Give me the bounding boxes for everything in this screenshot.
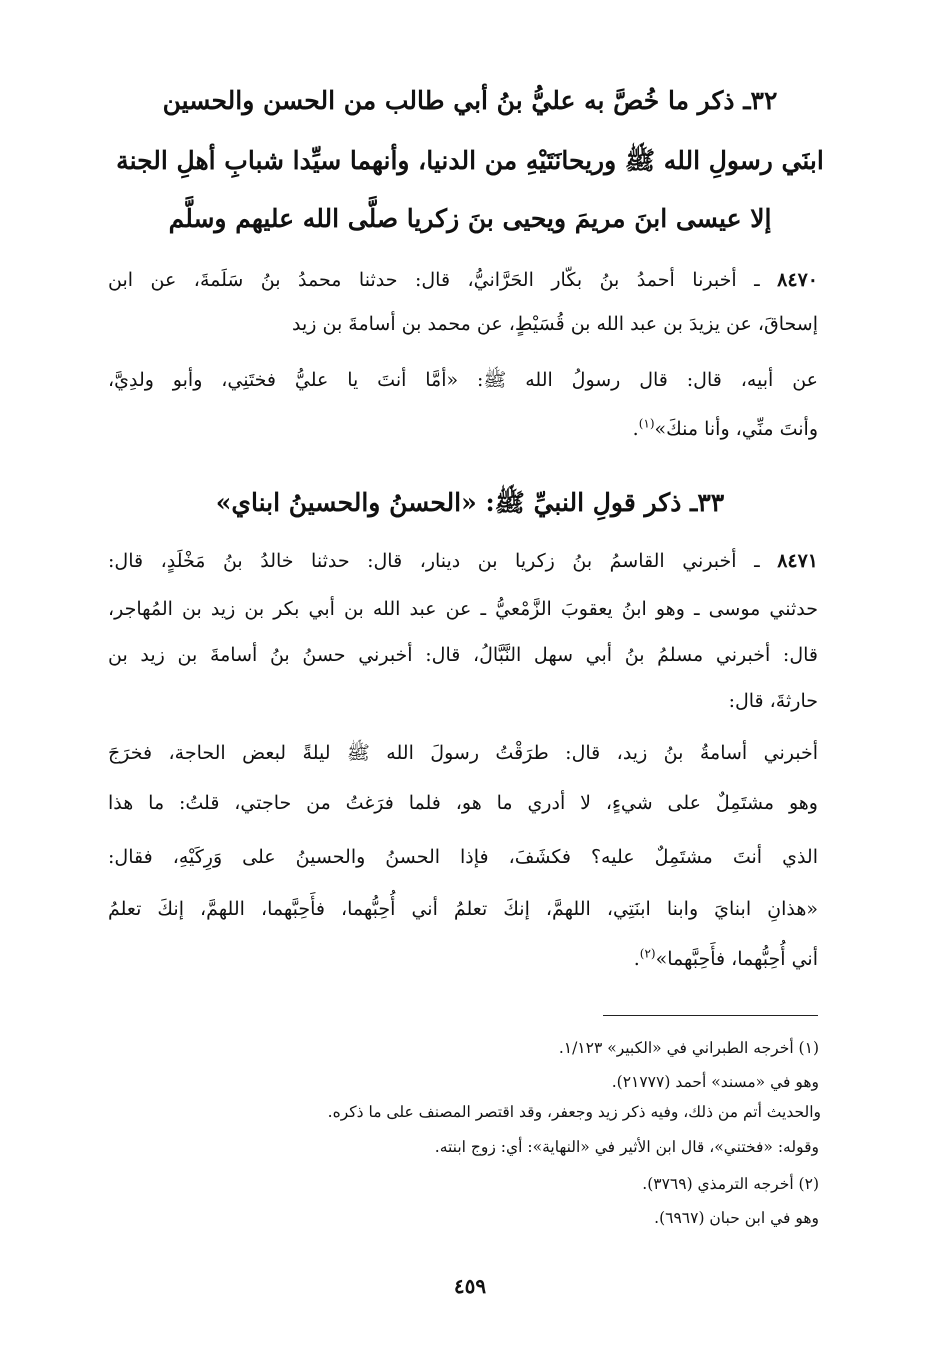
footnote-ref-2: (٢) [639, 946, 656, 961]
section-32-title-line-1: ٣٢ـ ذكر ما خُصَّ به عليُّ بنُ أبي طالب من الحسن والحسين [162, 86, 778, 115]
hadith-8470-matn-line-1: عن أبيه، قال: قال رسولُ الله ﷺ: «أمَّا أنتَ يا عليُّ فختَنِي، وأبو ولدِيَّ، [108, 369, 818, 391]
page-number: ٤٥٩ [453, 1274, 487, 1298]
hadith-8470-line-1: ٨٤٧٠ ـ أخبرنا أحمدُ بنُ بكّار الحَرَّانيُّ، قال: حدثنا محمدُ بنُ سَلَمةَ، عن ابن [108, 269, 818, 291]
footnote-1-line-4: وقوله: «فختني»، قال ابن الأثير في «النهاية»: أي: زوج ابنته. [434, 1138, 819, 1156]
footnote-2: (٢) أخرجه الترمذي (٣٧٦٩). [642, 1175, 819, 1193]
hadith-8471-line-2: حدثني موسى ـ وهو ابنُ يعقوبَ الزَّمْعيُّ ـ عن عبد الله بن أبي بكر بن زيد بن المُهاجر، [108, 598, 818, 620]
footnote-2-line-2: وهو في ابن حبان (٦٩٦٧). [654, 1209, 819, 1227]
hadith-number: ٨٤٧٠ [777, 269, 818, 291]
hadith-8471-matn-line-1: أخبرني أسامةُ بنُ زيد، قال: طرَقْتُ رسولَ الله ﷺ ليلةً لبعض الحاجة، فخرَجَ [108, 742, 818, 764]
footnote-1: (١) أخرجه الطبراني في «الكبير» ١/١٢٣. [558, 1039, 819, 1057]
hadith-8471-matn-line-2: وهو مشتَمِلٌ على شيءٍ، لا أدري ما هو، فلما فرَغتُ من حاجتي، قلتُ: ما هذا [108, 792, 818, 814]
hadith-8471-matn-line-5: أني أُحِبُّهما، فأَحِبَّهما»$^{(٢)}$. [633, 946, 818, 970]
footnote-ref-1: (١) [638, 416, 655, 431]
hadith-number: ٨٤٧١ [777, 550, 819, 572]
hadith-8471-line-1: ٨٤٧١ ـ أخبرني القاسمُ بنُ زكريا بن دينار، قال: حدثنا خالدُ بنُ مَخْلَدٍ، قال: [108, 550, 819, 572]
section-33-title: ٣٣ـ ذكر قولِ النبيِّ ﷺ: «الحسنُ والحسينُ ابناي» [215, 488, 725, 517]
hadith-8471-line-3: قال: أخبرني مسلمُ بنُ أبي سهل النَّبَّالُ، قال: أخبرني حسنُ بنُ أسامةَ بن زيد بن [108, 644, 818, 666]
hadith-8470-matn-line-2: وأنتَ منِّي، وأنا منكَ»$^{(١)}$. [632, 416, 818, 440]
section-32-title-line-2: ابنَي رسولِ الله ﷺ وريحانَتَيْهِ من الدنيا، وأنهما سيِّدا شبابِ أهلِ الجنة [116, 146, 824, 175]
hadith-8471-line-4: حارثةَ، قال: [728, 690, 818, 712]
hadith-8471-matn-line-3: الذي أنتَ مشتَمِلٌ عليه؟ فكشَفَ، فإذا الحسنُ والحسينُ على وَرِكَيْهِ، فقال: [108, 846, 818, 868]
footnote-1-line-3: والحديث أتم من ذلك، وفيه ذكر زيد وجعفر، وقد اقتصر المصنف على ما ذكره. [327, 1103, 821, 1121]
hadith-8470-line-2: إسحاقَ، عن يزيدَ بن عبد الله بن قُسَيْطٍ، عن محمد بن أسامةَ بن زيد [292, 313, 818, 335]
hadith-8471-matn-line-4: «هذانِ ابنايَ وابنا ابنَتِي، اللهمَّ، إنكَ تعلمُ أني أُحِبُّهما، فأَحِبَّهما، اللهمَّ، إنكَ تعلمُ [108, 898, 818, 920]
footnote-1-line-2: وهو في «مسند» أحمد (٢١٧٧٧). [611, 1073, 819, 1091]
footnote-divider [603, 1015, 818, 1016]
section-32-title-line-3: إلا عيسى ابنَ مريمَ ويحيى بنَ زكريا صلَّى الله عليهم وسلَّم [168, 204, 772, 233]
